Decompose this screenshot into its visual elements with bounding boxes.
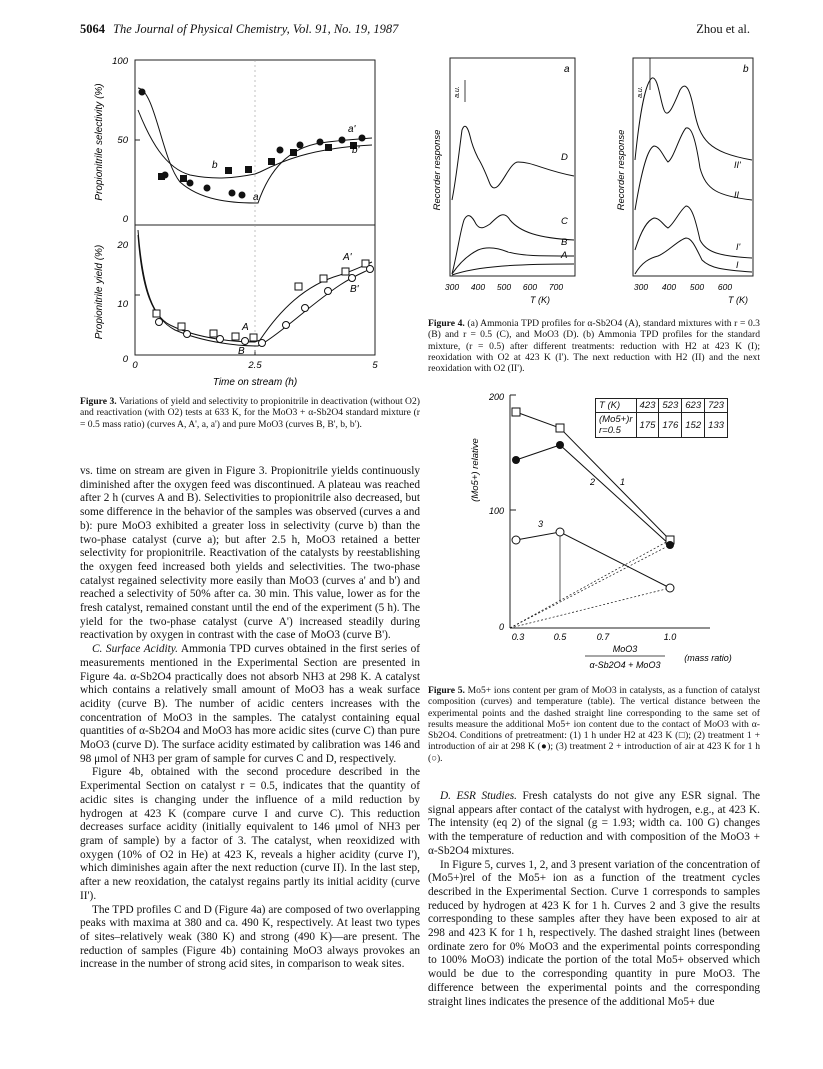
fig5-table [595,398,728,438]
fig5-xtick: 0.7 [596,632,610,642]
fig5-xlabel-num: MoO3 [612,644,638,654]
section-heading: C. Surface Acidity. [92,643,178,656]
fig5-table-header: 523 [659,399,682,413]
fig3-xtick: 2.5 [248,360,262,371]
fig4a-frame [450,58,575,276]
paragraph [80,643,420,766]
fig5-xlabel-unit: (mass ratio) [684,653,732,663]
fig4b-xtick: 300 [633,282,649,292]
fig5-point-1 [512,408,520,416]
paragraph [428,790,760,859]
fig5-table-cell: 176 [659,413,682,438]
fig4b-curve-I [635,238,752,274]
fig4a-xlabel: T (K) [530,295,550,305]
fig5-xtick: 0.3 [511,632,525,642]
header-authors: Zhou et al. [696,22,750,36]
fig5-label-2: 2 [590,477,596,487]
page-number: 5064 [80,22,105,36]
figure-5-caption-label: Figure 5. [428,685,465,696]
fig5-table-header: 623 [682,399,705,413]
fig5-table-cell: 175 [636,413,659,438]
fig3-label-aprime: a' [348,124,356,135]
fig4a-xtick: 400 [470,282,486,292]
figure-3-caption-text: Variations of yield and selectivity to propionitrile in deactivation (without O2) and reactivation (with O2) tests at 633 K, for the MoO3 + α-Sb2O4 standard mixture (r = 0.5 mass ratio) (curves A, A', a, a') and pure MoO3 (curves B, B', b, b'). [80,396,420,430]
fig5-table-rowlabel-sub: r=0.5 [599,425,621,436]
fig3-points-b [158,142,357,182]
fig4a-panel-label: a [564,64,570,75]
figure-4-plot [428,50,758,312]
fig5-table-header: T (K) [596,399,637,413]
fig4a-label-D: D [561,152,568,163]
fig5-ytick: 100 [488,506,504,516]
fig4b-label-IIprime: II' [734,160,741,170]
paragraph: In Figure 5, curves 1, 2, and 3 present variation of the concentration of (Mo5+)rel of the Mo5+ ion as a function of the treatment cycles described in the Experimental Section. Curve 1 corresponds to samples reduced by hydrogen at 423 K for 1 h. Curves 2 and 3 give the results corresponding to these samples after they have been exposed to air at 298 and 423 K for 1 h, respectively. The dashed straight lines (between ordinate zero for 0% MoO3 and the experimental points corresponding to 100% MoO3) indicate the portion of the total Mo5+ observed which would be due to the corresponding quantity in pure MoO3. The difference between the experimental points and the corresponding straight lines indicates the presence of the additional Mo5+ due [428,858,760,1008]
fig5-label-1: 1 [620,477,626,487]
fig5-ylabel: (Mo5+) relative [470,438,481,502]
paragraph: vs. time on stream are given in Figure 3. Propionitrile yields continuously diminished after the oxygen feed was discontinued. A plateau was reached after 2 h (curves A and B). Selectivities to propionitrile also decreased, but some difference in the behavior of the samples was observed (curves a and b): pure MoO3 exhibited a greater loss in selectivity (curve b) than the two-phase catalyst (curve a); but after 2.5 h, MoO3 retained a better selectivity for propionitrile. Reactivation of the catalysts by reestablishing the oxygen feed increased both yields and selectivities. The two-phase catalyst regained selectivity more easily than MoO3 (curves a' and b') and reached a selectivity of 50% after ca. 30 min. This value, lower as for the fresh catalyst, remained constant until the end of the experiment (5 h). The yield for the two-phase catalyst (curve A') increased steadily during reactivation by oxygen in contrast with the case of MoO3 (curve B'). [80,465,420,642]
fig5-point-3 [556,528,564,536]
left-column [80,465,420,972]
fig4a-label-C: C [561,216,568,227]
fig3-ytick: 100 [112,56,128,67]
fig3-xtick: 5 [372,360,378,371]
paragraph-text: Fresh catalysts do not give any ESR signal. The signal appears after contact of the catalyst with hydrogen, e.g., at 423 K. The intensity (eq 2) of the signal (g = 1.93; width ca. 100 G) changes with the temperature of reduction and with composition of the MoO3 + α-Sb2O4 mixtures. [428,790,761,857]
fig4a-xtick: 500 [496,282,512,292]
fig3-label-A: A [242,322,249,333]
fig3-ytick: 0 [122,354,128,365]
fig4b-curve-Iprime [635,206,752,258]
fig5-curve-2 [516,445,670,545]
fig3-ytick: 10 [117,299,128,310]
figure-4 [428,50,758,312]
fig4a-ylabel: Recorder response [432,129,443,211]
fig4a-curve-A [452,264,574,275]
figure-4-caption-label: Figure 4. [428,318,465,329]
figure-3-caption-label: Figure 3. [80,396,117,407]
fig4a-label-B: B [561,237,568,248]
figure-5-caption [428,685,760,764]
fig4b-panel-label: b [743,64,749,75]
fig5-ytick: 200 [488,392,504,402]
figure-3 [80,50,420,395]
fig5-xtick: 0.5 [553,632,567,642]
paragraph-text: Ammonia TPD curves obtained in the first series of measurements mentioned in the Experimental Section are presented in Figure 4a. α-Sb2O4 practically does not absorb NH3 at 298 K. A catalyst which contains a relatively small amount of MoO3 has a weak surface acidity (curve B). The number of acidic centers increases with the concentration of MoO3 in the samples. The catalyst containing equal quantities of α-Sb2O4 and MoO3 has more acidic sites (curve C) than pure MoO3 (curve D). The surface acidity estimated by calibration was 146 and 98 μmol of NH3 per gram of sample for curves C and D, respectively. [80,643,420,765]
fig3-top-ylabel: Propionitrile selectivity (%) [94,83,105,201]
figure-3-plot [80,50,420,395]
fig4b-label-I: I [736,260,739,270]
section-heading: D. ESR Studies. [440,790,517,802]
paragraph: The TPD profiles C and D (Figure 4a) are composed of two overlapping peaks with maxima at 380 and ca. 490 K, respectively. At least two types of sites–relatively weak (380 K) and strong (490 K)—are present. The reduction of samples (Figure 4b) containing MoO3 always provokes an increase in the number of strong acid sites, in comparison to weak sites. [80,903,420,971]
fig5-point-2 [512,456,520,464]
fig3-points-B [156,266,374,347]
fig3-ytick: 20 [117,240,128,251]
fig5-table-rowlabel-main: (Mo5+)r [599,414,633,425]
right-column [428,790,760,1009]
figure-4-caption [428,318,760,374]
fig4a-xtick: 600 [522,282,538,292]
figure-3-caption [80,396,420,430]
fig5-table-header: 723 [705,399,728,413]
fig5-point-2 [556,441,564,449]
fig3-xlabel: Time on stream (h) [212,377,298,388]
fig3-label-Bprime: B' [350,284,359,295]
fig5-point-3 [512,536,520,544]
fig3-label-bprime: b' [352,145,360,156]
fig5-table-header: 423 [636,399,659,413]
figure-5-caption-text: Mo5+ ions content per gram of MoO3 in catalysts, as a function of catalyst composition (curves) and temperature (table). The vertical distance between the experimental points and the dashed straight line corresponding to the same set of results measure the additional Mo5+ ion content due to the contact of MoO3 with α-Sb2O4. Conditions of pretreatment: (1) 1 h under H2 at 423 K (□); (2) treatment 1 + introduction of air at 298 K (●); (3) treatment 2 + introduction of air at 423 K for 1 h (○). [428,685,760,764]
fig5-ytick: 0 [498,622,504,632]
fig5-xtick: 1.0 [663,632,677,642]
fig5-xlabel-den: α-Sb2O4 + MoO3 [589,660,661,670]
fig3-points-A [153,260,369,341]
fig3-label-B: B [238,346,245,357]
fig4b-xlabel: T (K) [728,295,748,305]
header-left [80,22,398,37]
fig5-table-rowlabel [596,413,637,438]
fig4a-label-A: A [561,250,568,261]
fig5-point-1 [556,424,564,432]
figure-4-caption-text: (a) Ammonia TPD profiles for α-Sb2O4 (A), standard mixtures with r = 0.3 (B) and r = 0.5 (C), and MoO3 (D). (b) Ammonia TPD profiles for the standard mixture, (r = 0.5) after different treatments: reduction with H2 at 423 K (I); reoxidation with O2 at 423 K (I'). The next reduction with H2 (II) and the next reoxidation with O2 (II'). [428,318,760,375]
fig4b-xtick: 600 [717,282,733,292]
fig4b-label-Iprime: I' [736,242,741,252]
fig5-point-3 [666,584,674,592]
fig3-ytick: 0 [122,214,128,225]
fig5-point-2 [666,541,674,549]
fig3-ytick: 50 [117,135,128,146]
page-header [80,22,750,40]
fig4b-xtick: 400 [661,282,677,292]
journal-title: The Journal of Physical Chemistry, Vol. 91, No. 19, 1987 [113,22,399,36]
fig3-label-a: a [253,192,259,203]
fig3-bottom-ylabel: Propionitrile yield (%) [94,244,105,340]
fig3-points-a [139,89,366,199]
fig5-table-cell: 152 [682,413,705,438]
fig4b-xtick: 500 [689,282,705,292]
fig3-xtick: 0 [132,360,138,371]
fig4b-curve-IIprime [635,78,752,160]
fig4b-label-II: II [734,190,740,200]
fig3-label-Aprime: A' [343,252,352,263]
paragraph: Figure 4b, obtained with the second procedure described in the Experimental Section on catalyst r = 0.5, indicates that the quantity of acidic sites is changing under the influence of a mild reduction by hydrogen at 423 K (compare curve I and curve C). This reduction decreases surface acidity (initially equivalent to 146 μmol of NH3 per gram of sample) by a factor of 3. The catalyst, when reoxidized with oxygen (10% of O2 in He) at 423 K, reveals a higher acidity (curve I'), which diminishes again after the next reduction (curve II). In the last step, after a new reoxidation, the catalyst regains partly its initial acidity (curve II'). [80,766,420,902]
fig4a-xtick: 700 [548,282,564,292]
fig4b-ylabel: Recorder response [616,129,627,211]
fig4a-curve-D [452,126,574,200]
fig4a-unit: a.u. [454,86,461,98]
fig5-table-cell: 133 [705,413,728,438]
fig5-label-3: 3 [538,519,544,529]
fig3-label-b: b [212,160,218,171]
figure-5 [460,390,760,675]
fig4b-unit: a.u. [637,86,644,98]
fig5-curve-3 [516,532,670,588]
fig4a-xtick: 300 [444,282,460,292]
